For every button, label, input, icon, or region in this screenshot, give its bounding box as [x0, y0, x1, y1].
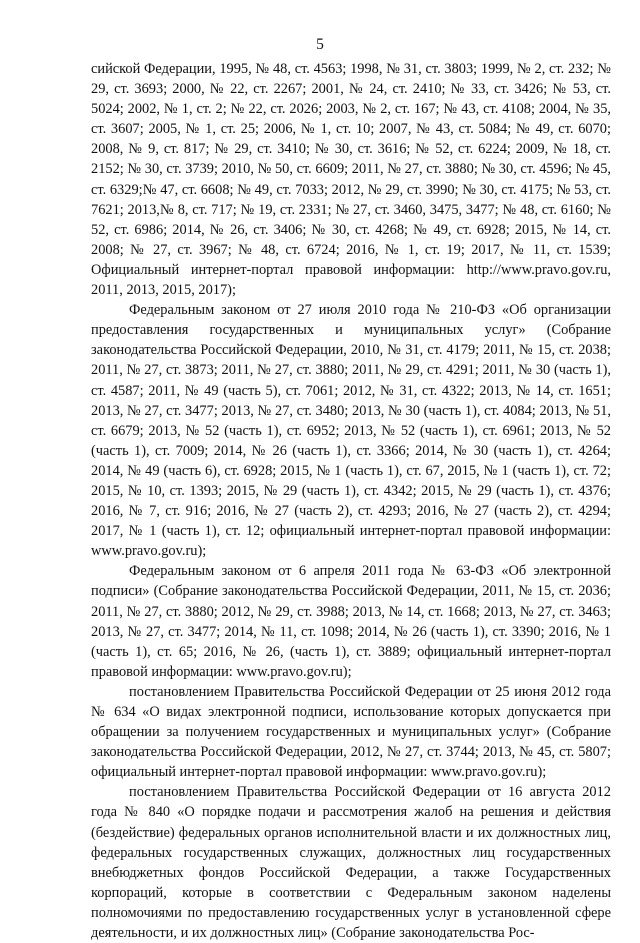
paragraph-federal-law-210: Федеральным законом от 27 июля 2010 года № 210-ФЗ «Об организации предоставления государственных и муниципальных услуг» (Собрание законодательства Российской Федерации, 2010, № 31, ст. 4179; 2011, № 15, ст. 2038; 2011, № 27, ст. 3873; 2011, № 27, ст. 3880; 2011, № 29, ст. 4291; 2011, № 30 (часть 1), ст. 4587; 2011, № 49 (часть 5), ст. 7061; 2012, № 31, ст. 4322; 2013, № 14, ст. 1651; 2013, № 27, ст. 3477; 2013, № 27, ст. 3480; 2013, № 30 (часть 1), ст. 4084; 2013, № 51, ст. 6679; 2013, № 52 (часть 1), ст. 6952; 2013, № 52 (часть 1), ст. 6961; 2013, № 52 (часть 1), ст. 7009; 2014, № 26 (часть 1), ст. 3366; 2014, № 30 (часть 1), ст. 4264; 2014, № 49 (часть 6), ст. 6928; 2015, № 1 (часть 1), ст. 67, 2015, № 1 (часть 1), ст. 72; 2015, № 10, ст. 1393; 2015, № 29 (часть 1), ст. 4342; 2015, № 29 (часть 1), ст. 4376; 2016, № 7, ст. 916; 2016, № 27 (часть 2), ст. 4293; 2016, № 27 (часть 2), ст. 4294; 2017, № 1 (часть 1), ст. 12; официальный интернет-портал правовой информации: www.pravo.gov.ru);: [91, 302, 611, 560]
paragraph-government-decree-840: постановлением Правительства Российской Федерации от 16 августа 2012 года № 840 «О порядке подачи и рассмотрения жалоб на решения и действия (бездействие) федеральных органов исполнительной власти и их должностных лиц, федеральных государственных служащих, должностных лиц государственных внебюджетных фондов Российской Федерации, а также Государственных корпораций, которые в соответствии с Федеральным законом наделены полномочиями по предоставлению государственных услуг в установленной сфере деятельности, и их должностных лиц» (Собрание законодательства Рос-: [91, 784, 611, 942]
page-number: 5: [316, 36, 324, 53]
paragraph-citations-continued: сийской Федерации, 1995, № 48, ст. 4563; 1998, № 31, ст. 3803; 1999, № 2, ст. 232; № 29, ст. 3693; 2000, № 22, ст. 2267; 2001, № 24, ст. 2410; № 33, ст. 3426; № 53, ст. 5024; 2002, № 1, ст. 2; № 22, ст. 2026; 2003, № 2, ст. 167; № 43, ст. 4108; 2004, № 35, ст. 3607; 2005, № 1, ст. 25; 2006, № 1, ст. 10; 2007, № 43, ст. 5084; № 49, ст. 6070; 2008, № 9, ст. 817; № 29, ст. 3410; № 30, ст. 3616; № 52, ст. 6224; 2009, № 18, ст. 2152; № 30, ст. 3739; 2010, № 50, ст. 6609; 2011, № 27, ст. 3880; № 30, ст. 4596; № 45, ст. 6329;№ 47, ст. 6608; № 49, ст. 7033; 2012, № 29, ст. 3990; № 30, ст. 4175; № 53, ст. 7621; 2013,№ 8, ст. 717; № 19, ст. 2331; № 27, ст. 3460, 3475, 3477; № 48, ст. 6160; № 52, ст. 6986; 2014, № 26, ст. 3406; № 30, ст. 4268; № 49, ст. 6928; 2015, № 14, ст. 2008; № 27, ст. 3967; № 48, ст. 6724; 2016, № 1, ст. 19; 2017, № 11, ст. 1539; Официальный интернет-портал правовой информации: http://www.pravo.gov.ru, 2011, 2013, 2015, 2017);: [91, 61, 611, 299]
paragraph-government-decree-634: постановлением Правительства Российской Федерации от 25 июня 2012 года № 634 «О видах электронной подписи, использование которых допускается при обращении за получением государственных и муниципальных услуг» (Собрание законодательства Российской Федерации, 2012, № 27, ст. 3744; 2013, № 45, ст. 5807; официальный интернет-портал правовой информации: www.pravo.gov.ru);: [91, 683, 611, 781]
document-body: [91, 59, 611, 943]
paragraph-federal-law-63: Федеральным законом от 6 апреля 2011 года № 63-ФЗ «Об электронной подписи» (Собрание законодательства Российской Федерации, 2011, № 15, ст. 2036; 2011, № 27, ст. 3880; 2012, № 29, ст. 3988; 2013, № 14, ст. 1668; 2013, № 27, ст. 3463; 2013, № 27, ст. 3477; 2014, № 11, ст. 1098; 2014, № 26 (часть 1), ст. 3390; 2016, № 1 (часть 1), ст. 65; 2016, № 26, (часть 1), ст. 3889; официальный интернет-портал правовой информации: www.pravo.gov.ru);: [91, 563, 611, 680]
